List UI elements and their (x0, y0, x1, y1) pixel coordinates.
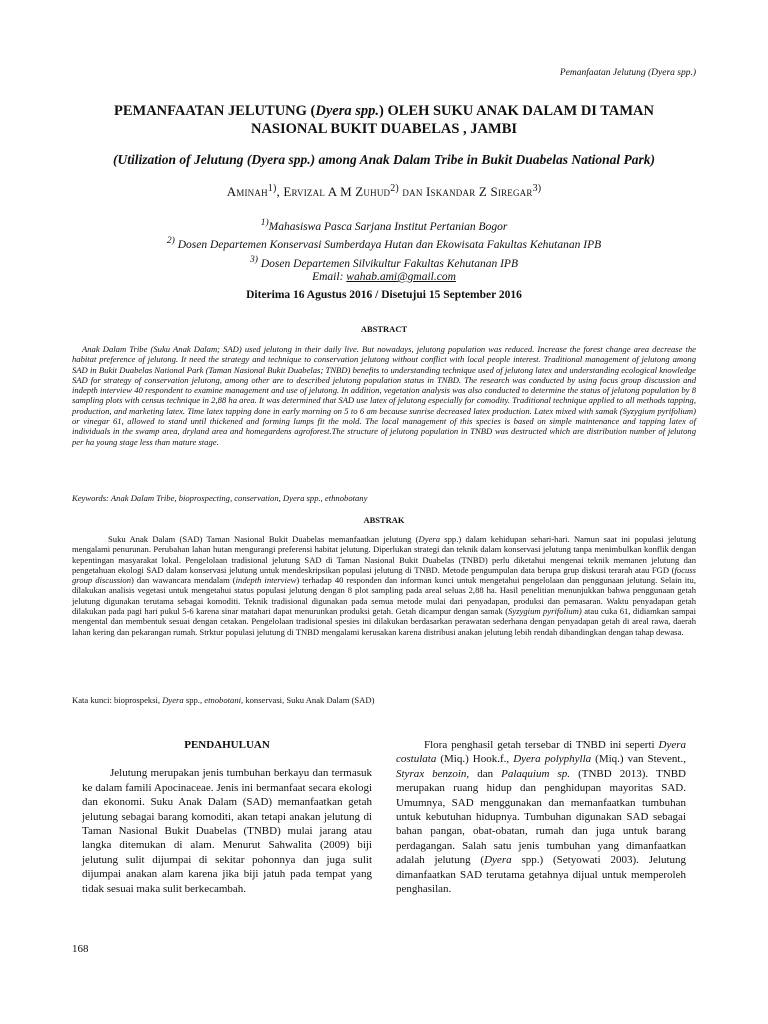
paper-title (70, 102, 698, 138)
email-link[interactable]: wahab.ami@gmail.com (346, 270, 456, 283)
affiliations (70, 216, 698, 284)
intro-left-column (82, 738, 372, 896)
intro-right-italic-1: Dyera costulata (396, 739, 686, 766)
intro-right-e: (TNBD 2013). TNBD merupakan ruang hidup dan penghidupan mayoritas SAD. Umumnya, SAD menggunakan dan memanfaatkan tumbuhan untuk kebutuhan hidupnya. Tumbuhan digunakan SAD sebagai bahan pangan, obat-obatan, rumah dan juga untuk barang perdagangan. Salah satu jenis tumbuhan yang dimanfaatkan adalah jelutung ( (396, 767, 686, 867)
abstract-text: Anak Dalam Tribe (Suku Anak Dalam; SAD) used jelutong in their daily live. But nowadays, jelutong population was reduced. Increase the forest change area decrease the habitat preference of jelutong. It need the strategy and technique to conservation jelutong without conflict with local people interest. Traditional management of jelutong among SAD in Bukit Duabelas National Park (Taman Nasional Bukit Duabelas; TNBD) benefits to understanding technique used of jelutong latex and understanding ecological knowledge SAD for strategy of conservation jelutong, among other are to described jelutong population status in TNBD. The research was conducted by using focus group discussion and indepth interview 40 respondent to examine management and use of jelutong. In addition, vegetation analysis was also conducted to determine the status of jelutong population by 8 sampling plots with census technique in 2,88 ha area. It was determined that SAD use latex of jelutong especially for comodity. Traditional technique applied to all methods tapping, production, and marketing latex. Time latex tapping done in early morning on 5 to 6 am because sunrise decreased latex production. Latex mixed with samak (Syzygium pyrifolium) or vinegar 61, allowed to stand until thickened and forming lumps fit the mold. The local management of this species is based on simple maintenance and tapping latex of individuals in the swamp area, dryland area and homegardens agroforest.The structure of jelutong population in TNBD was destructed which are distribution number of jelutong per ha young stage less than mature stage. (72, 344, 696, 447)
intro-right-italic-5: Dyera (484, 854, 512, 867)
abstrak-text-c: ) dan wawancara mendalam ( (131, 575, 236, 586)
affiliation-2-sup: 2) (166, 235, 175, 247)
abstract-keywords: Keywords: Anak Dalam Tribe, bioprospecting, conservation, Dyera spp., ethnobotany (72, 493, 368, 503)
affiliation-2-text: Dosen Departemen Konservasi Sumberdaya Hutan dan Ekowisata Fakultas Kehutanan IPB (174, 239, 602, 252)
title-line1-b: ) OLEH SUKU ANAK DALAM DI TAMAN (379, 103, 654, 119)
affiliation-3-text: Dosen Departemen Silvikultur Fakultas Kehutanan IPB (258, 257, 518, 270)
abstrak-italic-2: focuss group discussion (72, 564, 696, 586)
intro-right-paragraph (396, 738, 686, 896)
intro-right-italic-2: Dyera polyphylla (513, 753, 592, 766)
paper-subtitle: (Utilization of Jelutung (Dyera spp.) among Anak Dalam Tribe in Bukit Duabelas National Park) (112, 152, 656, 167)
intro-left-paragraph: Jelutung merupakan jenis tumbuhan berkayu dan termasuk ke dalam famili Apocinaceae. Jenis ini bermanfaat secara ekologi dan ekonomi. Suku Anak Dalam (SAD) memanfaatkan getah jelutung sebagai barang komoditi, akan tetapi anakan jelutung di Taman Nasional Bukit Duabelas (TNBD) mulai jarang atau langka ditemukan di alam. Menurut Sahwalita (2009) biji jelutung sulit dijumpai di sekitar pohonnya dan juga sulit dijumpai anakan alam karena jika biji jatuh pada tempat yang tidak sesuai maka sulit berkecambah. (82, 767, 372, 895)
author-2-sup: 2) (390, 183, 399, 194)
intro-right-b: (Miq.) Hook.f., (436, 753, 514, 766)
affiliation-3 (70, 253, 698, 271)
author-list (70, 183, 698, 200)
abstrak-heading: ABSTRAK (363, 515, 405, 525)
abstrak-italic-3: indepth interview (235, 575, 297, 586)
intro-heading: PENDAHULUAN (184, 739, 270, 751)
affiliation-1-sup: 1) (260, 217, 269, 228)
abstrak-italic-4: Syzygium pyrifolium) (508, 606, 582, 617)
intro-right-italic-4: Palaquium sp. (501, 767, 571, 780)
title-line1-italic: Dyera spp. (315, 103, 380, 119)
abstrak-kw-b: spp., (183, 695, 205, 705)
abstract-heading: ABSTRACT (360, 324, 408, 334)
abstrak-kw-italic-2: etnobotani (204, 695, 242, 705)
title-line1-a: PEMANFAATAN JELUTUNG ( (113, 103, 316, 119)
abstrak-text-b: spp.) dalam kehidupan sehari-hari. Namun saat ini populasi jelutung mengalami penurunan. Perubahan lahan hutan mengurangi preferensi habitat jelutung. Diperlukan strategi dan teknik dalam konservasi jelutung tanpa menimbulkan konflik dengan kepentingan masyarakat lokal. Pengelolaan tradisional jelutung SAD di Taman Nasional Bukit Duabelas (TNBD) perlu diketahui mengenai teknik memanen jelutung dan pengetahuan ekologi SAD dalam konservasi jelutung untuk mendeskripsikan populasi jelutung di TNBD. Metode pengumpulan data berupa grup diskusi terarah atau FGD ( (72, 534, 696, 575)
author-1: Aminah (226, 184, 268, 199)
abstrak-kw-a: Kata kunci: bioprospeksi, (72, 695, 163, 705)
abstrak-text (72, 534, 696, 637)
email-line (70, 271, 698, 285)
intro-right-column (396, 738, 686, 896)
intro-right-d: , dan (466, 767, 502, 780)
affiliation-1-text: Mahasiswa Pasca Sarjana Institut Pertanian Bogor (268, 220, 508, 233)
affiliation-3-sup: 3) (250, 253, 258, 265)
author-3-sup: 3) (532, 183, 542, 194)
email-label: Email: (312, 270, 347, 283)
page-number: 168 (72, 943, 89, 955)
abstrak-kw-c: , konservasi, Suku Anak Dalam (SAD) (241, 695, 375, 705)
author-1-sup: 1) (267, 183, 277, 194)
abstrak-keywords (72, 695, 696, 705)
author-3: dan Iskandar Z Siregar (398, 184, 533, 199)
abstrak-italic-1: Dyera (418, 534, 441, 544)
affiliation-2 (70, 234, 698, 252)
running-head: Pemanfaatan Jelutung (Dyera spp.) (559, 68, 696, 78)
intro-right-c: (Miq.) van Stevent., (591, 753, 686, 766)
title-line2: NASIONAL BUKIT DUABELAS , JAMBI (250, 121, 518, 137)
intro-right-italic-3: Styrax benzoin (396, 767, 467, 780)
intro-right-a: Flora penghasil getah tersebar di TNBD ini seperti (424, 739, 659, 751)
abstrak-text-a: Suku Anak Dalam (SAD) Taman Nasional Bukit Duabelas memanfaatkan jelutung ( (108, 534, 419, 544)
abstrak-kw-italic-1: Dyera (162, 695, 184, 705)
abstrak-text-e: atau cuka 61, didiamkan sampai mengental dan membentuk sesuai dengan cetakan. Pengelolaan tradisional spesies ini dilakukan berdasarkan perawatan sederhana dengan penyadapan getah di areal rawa, daerah lahan kering dan pekarangan rumah. Strktur populasi jelutung di TNBD mengalami kerusakan karena distribusi anakan jelutung lebih rendah dibandingkan dengan tahap dewasa. (72, 606, 697, 637)
intro-right-f: spp.) (Setyowati 2003). Jelutung dimanfaatkan SAD terutama getahnya dijual untuk memperoleh penghasilan. (396, 854, 687, 896)
received-accepted-dates: Diterima 16 Agustus 2016 / Disetujui 15 September 2016 (246, 289, 522, 301)
author-2: , Ervizal A M Zuhud (276, 184, 391, 199)
abstrak-text-d: ) terhadap 40 responden dan informan kunci untuk mengetahui pengelolaan dan penggunaan jelutung. Selain itu, dilakukan analisis vegetasi untuk mengetahui status populasi jelutung dengan 8 plot sampling pada areal seluas 2,88 ha. Hasil penelitian menunjukkan bahwa penggunaan getah jelutung digunakan terutama sebagai komoditi. Teknik tradisional digunakan pada semua metode mulai dari penyadapan, produksi dan pemasaran. Waktu penyadapan getah dilakukan pada pagi hari pukul 5-6 karena sinar matahari dapat menurunkan produksi getah. Getah dicampur dengan samak ( (72, 575, 696, 617)
affiliation-1 (70, 216, 698, 234)
